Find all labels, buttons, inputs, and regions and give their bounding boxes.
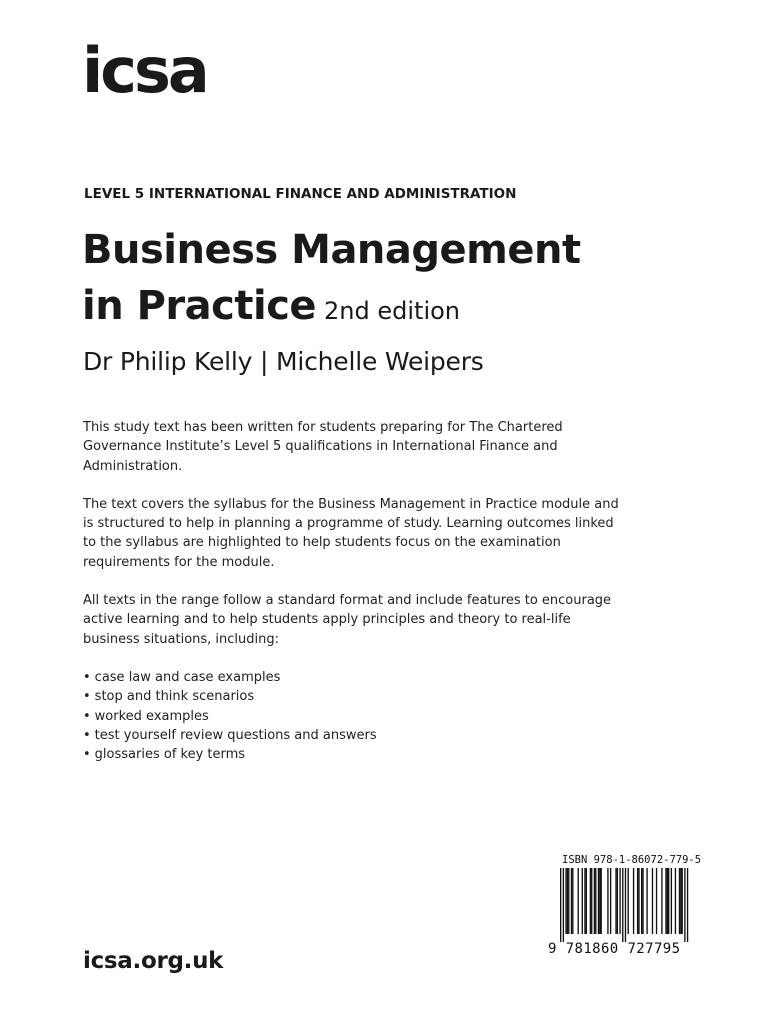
barcode-bar (595, 868, 596, 934)
website-url[interactable]: icsa.org.uk (83, 948, 224, 974)
barcode-bar (637, 868, 638, 934)
barcode-bar (622, 868, 623, 942)
barcode-bar (667, 868, 668, 934)
paragraph-syllabus: The text covers the syllabus for the Business Management in Practice module and is structured to help in planning a programme of study. Learning outcomes linked to the syllabus are highlighted to help students focus on the examination requirements for the module. (83, 496, 619, 570)
barcode-bar (586, 868, 587, 934)
barcode-bar (684, 868, 685, 942)
barcode-bar (675, 868, 676, 934)
list-item: • stop and think scenarios (83, 687, 623, 706)
barcode-bar (671, 868, 672, 934)
barcode-bar (633, 868, 634, 934)
barcode-bar (615, 868, 616, 934)
authors: Dr Philip Kelly | Michelle Weipers (83, 347, 484, 376)
barcode-bar (567, 868, 568, 934)
paragraph-intro: This study text has been written for students preparing for The Chartered Governance Institute’s Level 5 qualifications in International Finance and Administration. (83, 420, 563, 474)
title-line-1: Business Management (82, 227, 581, 273)
barcode-bar (687, 868, 688, 942)
barcode-bar (661, 868, 662, 934)
barcode-bar (601, 868, 602, 934)
barcode-bar (625, 868, 626, 942)
barcode-bar (572, 868, 573, 934)
barcode-bar (578, 868, 579, 934)
isbn-label: ISBN 978-1-86072-779-5 (562, 854, 702, 866)
barcode-bar (665, 868, 666, 934)
barcode-bar (598, 868, 599, 934)
barcode-bar (590, 868, 591, 934)
barcode-bar (582, 868, 583, 934)
barcode-bar (646, 868, 647, 934)
barcode-bar (680, 868, 681, 934)
title-line-2 (82, 278, 581, 339)
barcode-bar (679, 868, 680, 934)
list-item: • glossaries of key terms (83, 745, 623, 764)
list-item: • worked examples (83, 707, 623, 726)
barcode-bar (682, 868, 683, 934)
description (83, 418, 623, 764)
barcode-bar (571, 868, 572, 934)
barcode-bar (591, 868, 592, 934)
barcode-bar (584, 868, 585, 934)
edition-label: 2nd edition (324, 297, 461, 325)
barcode-bar (652, 868, 653, 934)
barcode-bar (568, 868, 569, 934)
title-line-2-text: in Practice (82, 283, 317, 329)
paragraph-features: All texts in the range follow a standard format and include features to encourage active learning and to help students apply principles and theory to real-life business situations, including: (83, 593, 612, 647)
barcode-bar (599, 868, 600, 934)
barcode (560, 868, 690, 942)
barcode-bar (642, 868, 643, 934)
barcode-bar (610, 868, 611, 934)
list-item: • test yourself review questions and answers (83, 726, 623, 745)
barcode-bar (638, 868, 639, 934)
barcode-bar (619, 868, 620, 934)
barcode-bar (641, 868, 642, 934)
feature-list (83, 668, 623, 764)
barcode-bar (607, 868, 608, 934)
barcode-digits: 9 781860 727795 (548, 941, 681, 957)
barcode-bar (560, 868, 561, 942)
barcode-bar (594, 868, 595, 934)
barcode-bar (617, 868, 618, 934)
level-heading: LEVEL 5 INTERNATIONAL FINANCE AND ADMINISTRATION (84, 186, 517, 202)
barcode-bar (565, 868, 566, 934)
barcode-bar (628, 868, 629, 934)
barcode-bar (668, 868, 669, 934)
icsa-logo: icsa (82, 34, 207, 107)
book-title (82, 222, 581, 339)
list-item: • case law and case examples (83, 668, 623, 687)
barcode-bar (656, 868, 657, 934)
barcode-bar (563, 868, 564, 942)
